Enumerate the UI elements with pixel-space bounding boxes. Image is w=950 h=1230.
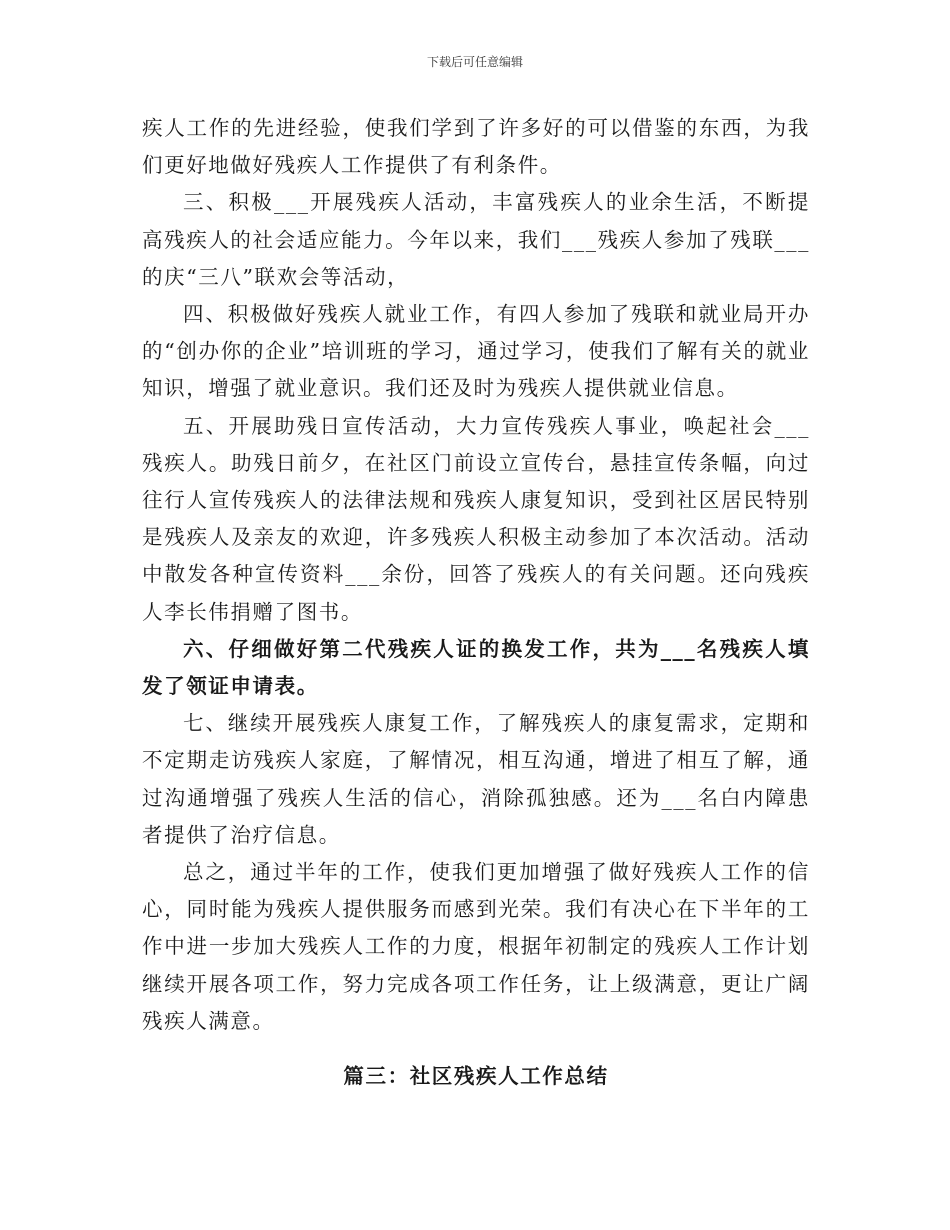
paragraph-item-5: 五、开展助残日宣传活动，大力宣传残疾人事业，唤起社会___残疾人。助残日前夕，在社区门前设立宣传台，悬挂宣传条幅，向过往行人宣传残疾人的法律法规和残疾人康复知识，受到社区居民特别是残疾人及亲友的欢迎，许多残疾人积极主动参加了本次活动。活动中散发各种宣传资料___余份，回答了残疾人的有关问题。还向残疾人李长伟捐赠了图书。 [142,413,810,624]
paragraph-item-4: 四、积极做好残疾人就业工作，有四人参加了残联和就业局开办的“创办你的企业”培训班的学习，通过学习，使我们了解有关的就业知识，增强了就业意识。我们还及时为残疾人提供就业信息。 [142,302,810,401]
paragraph-continuation: 疾人工作的先进经验，使我们学到了许多好的可以借鉴的东西，为我们更好地做好残疾人工作提供了有利条件。 [142,116,810,178]
paragraph-item-7: 七、继续开展残疾人康复工作，了解残疾人的康复需求，定期和不定期走访残疾人家庭，了解情况，相互沟通，增进了相互了解，通过沟通增强了残疾人生活的信心，消除孤独感。还为___名白内障患者提供了治疗信息。 [142,711,810,847]
document-body [142,110,810,1095]
paragraph-item-3: 三、积极___开展残疾人活动，丰富残疾人的业余生活，不断提高残疾人的社会适应能力。今年以来，我们___残疾人参加了残联___的庆“三八”联欢会等活动， [142,190,810,289]
paragraph-item-6: 六、仔细做好第二代残疾人证的换发工作，共为___名残疾人填发了领证申请表。 [142,636,810,699]
section-title: 篇三：社区残疾人工作总结 [343,1064,609,1089]
page-header: 下载后可任意编辑 [426,55,523,69]
paragraph-conclusion: 总之，通过半年的工作，使我们更加增强了做好残疾人工作的信心，同时能为残疾人提供服务而感到光荣。我们有决心在下半年的工作中进一步加大残疾人工作的力度，根据年初制定的残疾人工作计划继续开展各项工作，努力完成各项工作任务，让上级满意，更让广阔残疾人满意。 [142,860,810,1033]
